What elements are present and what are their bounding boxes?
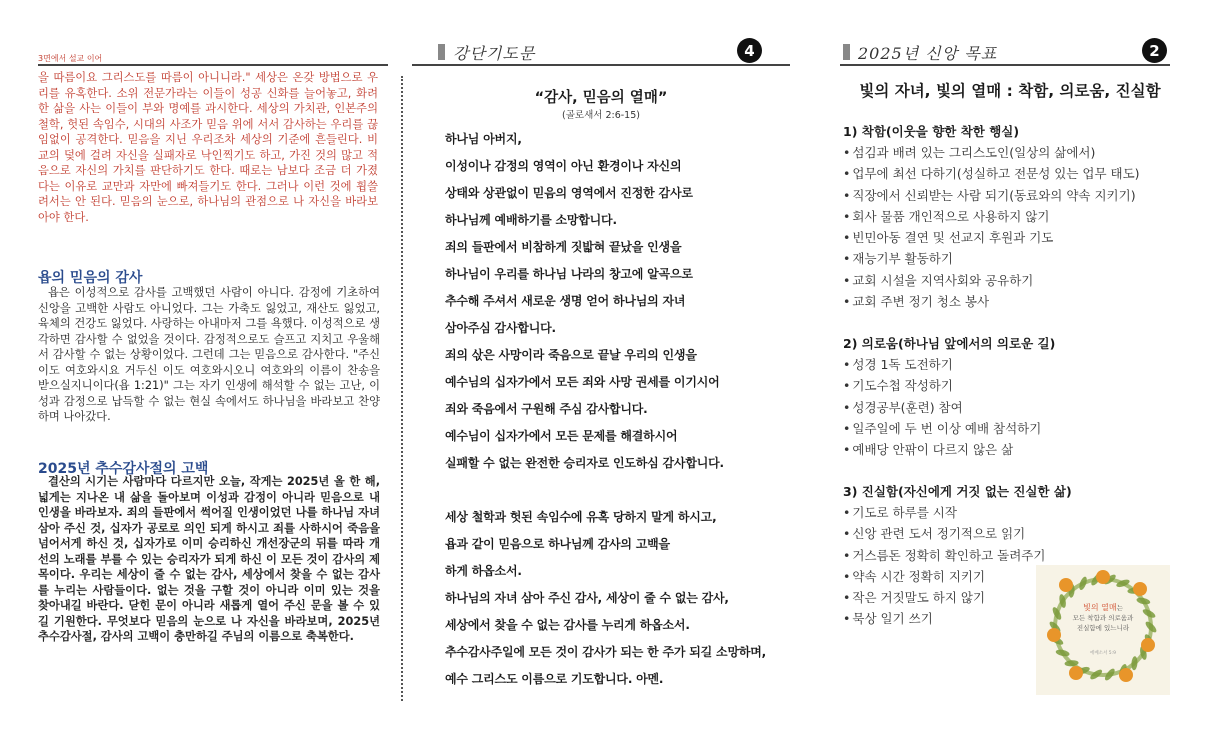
prayer-line: 하나님께 예배하기를 소망합니다. — [445, 213, 617, 227]
goal-item: • 회사 물품 개인적으로 사용하지 않기 — [843, 206, 1183, 227]
prayer-reference: (골로새서 2:6-15) — [562, 110, 640, 121]
goals-main-title: 빛의 자녀, 빛의 열매 : 착함, 의로움, 진실함 — [859, 82, 1161, 100]
goal-heading: 1) 착함(이웃을 향한 착한 행실) — [843, 124, 1020, 139]
prayer-title: “감사, 믿음의 열매” — [534, 90, 668, 106]
goal-list — [843, 142, 1183, 312]
orange-fruit-icon — [1096, 570, 1110, 584]
prayer-line: 예수님이 십자가에서 모든 문제를 해결하시어 — [445, 429, 678, 443]
wreath-verse — [1036, 603, 1170, 633]
page-number-badge: 4 — [737, 38, 762, 63]
goal-section-righteousness — [843, 334, 1183, 460]
wreath-highlight: 빛의 열매 — [1083, 603, 1117, 612]
prayer-line: 실패할 수 없는 완전한 승리자로 인도하심 감사합니다. — [445, 456, 724, 470]
goal-item: • 예배당 안팎이 다르지 않은 삶 — [843, 439, 1183, 460]
prayer-line: 예수 그리스도 이름으로 기도합니다. 아멘. — [445, 672, 664, 686]
goal-item: • 교회 주변 정기 청소 봉사 — [843, 291, 1183, 312]
job-section-paragraph: 욥은 이성적으로 감사를 고백했던 사람이 아니다. 감정에 기초하여 신앙을 고백한 사람도 아니었다. 그는 가축도 잃었고, 재산도 잃었고, 육체의 건강도 잃었다. 사랑하는 아내마저 그를 욕했다. 이성적으로 생각하면 감사할 수 없었을 것이다. 감정적으로도 슬프고 지치고 우울해서 감사할 수 없는 상황이었다. 그런데 그는 믿음으로 감사한다. "주신 이도 여호와시요 거두신 이도 여호와시오니 여호와의 이름이 찬송을 받으실지니이다(욥 1:21)" 그는 자기 인생에 해석할 수 없는 고난, 이성과 감정으로 납득할 수 없는 현실 속에서도 하나님을 바라보고 찬양하며 나아갔다. — [38, 286, 380, 423]
orange-fruit-icon — [1119, 668, 1133, 682]
prayer-line: 죄의 삯은 사망이라 죽음으로 끝날 우리의 인생을 — [445, 348, 697, 362]
orange-fruit-icon — [1133, 582, 1147, 596]
prayer-line: 하나님이 우리를 하나님 나라의 창고에 알곡으로 — [445, 267, 693, 281]
prayer-line: 추수해 주셔서 새로운 생명 얻어 하나님의 자녀 — [445, 294, 686, 308]
wreath-line3: 진실함에 있느니라 — [1076, 624, 1130, 632]
goal-item: • 신앙 관련 도서 정기적으로 읽기 — [843, 523, 1183, 544]
goal-item: • 작은 거짓말도 하지 않기 — [843, 587, 1183, 608]
header-bar-icon — [843, 44, 850, 60]
goals-section-header — [843, 39, 997, 65]
prayer-line: 하게 하옵소서. — [445, 564, 522, 578]
prayer-section-title: 강단기도문 — [453, 43, 536, 63]
thanksgiving-section-paragraph: 결산의 시기는 사람마다 다르지만 오늘, 작게는 2025년 올 한 해, 넓게는 지나온 내 삶을 돌아보며 이성과 감정이 아니라 믿음으로 내 인생을 바라보자. 죄의 들판에서 썩어질 인생이었던 나를 하나님 자녀 삼아 주신 것, 십자가 공로로 의인 되게 하시고 죄를 사하시어 죽음을 넘어서게 하신 것, 십자가로 이미 승리하신 개선장군의 뒤를 따라 개선의 노래를 부를 수 있는 승리자가 되게 하신 이 모든 것이 감사의 제목이다. 우리는 세상이 줄 수 없는 감사, 세상에서 찾을 수 없는 감사를 누리는 사람들이다. 없는 것을 구할 것이 아니라 이미 있는 것을 찾아내길 바란다. 닫힌 문이 아니라 새롭게 열어 주신 문을 볼 수 있길 기원한다. 무엇보다 믿음의 눈으로 나 자신을 바라보며, 2025년 추수감사절, 감사의 고백이 충만하길 주님의 이름으로 축복한다. — [38, 475, 380, 643]
goal-item: • 묵상 일기 쓰기 — [843, 608, 1183, 629]
goal-item: • 교회 시설을 지역사회와 공유하기 — [843, 270, 1183, 291]
goal-item: • 일주일에 두 번 이상 예배 참석하기 — [843, 418, 1183, 439]
goal-list — [843, 354, 1183, 460]
header-bar-icon — [438, 44, 445, 60]
goal-item: • 기도로 하루를 시작 — [843, 502, 1183, 523]
goal-item: • 거스름돈 정확히 확인하고 돌려주기 — [843, 545, 1183, 566]
prayer-line: 죄의 들판에서 비참하게 짓밟혀 끝났을 인생을 — [445, 240, 682, 254]
goal-item: • 빈민아동 결연 및 선교지 후원과 기도 — [843, 227, 1183, 248]
continued-note: 3면에서 설교 이어 — [38, 54, 103, 63]
goal-item: • 직장에서 신뢰받는 사람 되기(동료와의 약속 지키기) — [843, 185, 1183, 206]
wreath-reference: 에베소서 5:9 — [1089, 651, 1117, 656]
goal-item: • 성경공부(훈련) 참여 — [843, 397, 1183, 418]
goal-heading: 2) 의로움(하나님 앞에서의 의로운 길) — [843, 336, 1056, 351]
goal-item: • 섬김과 배려 있는 그리스도인(일상의 삶에서) — [843, 142, 1183, 163]
prayer-line: 세상 철학과 헛된 속임수에 유혹 당하지 말게 하시고, — [445, 510, 717, 524]
prayer-line: 상태와 상관없이 믿음의 영역에서 진정한 감사로 — [445, 186, 693, 200]
goal-item: • 성경 1독 도전하기 — [843, 354, 1183, 375]
orange-fruit-icon — [1069, 666, 1083, 680]
goal-section-goodness — [843, 122, 1183, 312]
page-number-badge: 2 — [1142, 38, 1167, 63]
goal-item: • 약속 시간 정확히 지키기 — [843, 566, 1183, 587]
goal-item: • 업무에 최선 다하기(성실하고 전문성 있는 업무 태도) — [843, 163, 1183, 184]
orange-fruit-icon — [1059, 578, 1073, 592]
prayer-line: 욥과 같이 믿음으로 하나님께 감사의 고백을 — [445, 537, 670, 551]
goals-section-title: 2025년 신앙 목표 — [858, 43, 998, 63]
prayer-line: 예수님의 십자가에서 모든 죄와 사망 권세를 이기시어 — [445, 375, 720, 389]
prayer-line: 하나님의 자녀 삼아 주신 감사, 세상이 줄 수 없는 감사, — [445, 591, 729, 605]
prayer-line — [445, 477, 790, 504]
left-top-rule — [38, 64, 388, 66]
column-divider — [401, 76, 403, 701]
prayer-line: 하나님 아버지, — [445, 132, 522, 146]
thanksgiving-section-heading: 2025년 추수감사절의 고백 — [38, 461, 209, 477]
goal-item: • 재능기부 활동하기 — [843, 248, 1183, 269]
sermon-intro-paragraph: 을 따름이요 그리스도를 따름이 아니니라." 세상은 온갖 방법으로 우리를 유혹한다. 소위 전문가라는 이들이 성공 신화를 늘어놓고, 화려한 삶을 사는 이들이 부와 명예를 과시한다. 세상의 가치관, 인본주의 철학, 헛된 속임수, 시대의 사조가 믿음 위에 서서 감사하는 우리를 끊임없이 공격한다. 믿음을 지닌 우리조차 세상의 기준에 흔들린다. 비교의 덫에 걸려 자신을 실패자로 낙인찍기도 하고, 가진 것의 많고 적음으로 자신의 가치를 판단하기도 한다. 때로는 남보다 조금 더 가졌다는 이유로 교만과 자만에 빠져들기도 한다. 그러나 이런 것에 휩쓸려서는 안 된다. 믿음의 눈으로, 하나님의 관점으로 나 자신을 바라보아야 한다. — [38, 71, 378, 224]
prayer-section-header — [438, 39, 535, 65]
goal-heading: 3) 진실함(자신에게 거짓 없는 진실한 삶) — [843, 484, 1072, 499]
prayer-line: 이성이나 감정의 영역이 아닌 환경이나 자신의 — [445, 159, 682, 173]
job-section-heading: 욥의 믿음의 감사 — [38, 270, 143, 286]
fruit-wreath-illustration — [1036, 565, 1170, 695]
prayer-line: 삼아주심 감사합니다. — [445, 321, 556, 335]
wreath-line1-suffix: 는 — [1116, 604, 1123, 612]
goal-item: • 기도수첩 작성하기 — [843, 375, 1183, 396]
prayer-line: 세상에서 찾을 수 없는 감사를 누리게 하옵소서. — [445, 618, 690, 632]
prayer-line: 죄와 죽음에서 구원해 주심 감사합니다. — [445, 402, 648, 416]
prayer-line: 추수감사주일에 모든 것이 감사가 되는 한 주가 되길 소망하며, — [445, 645, 766, 659]
wreath-line2: 모든 착함과 의로움과 — [1072, 614, 1134, 622]
prayer-text — [445, 126, 790, 693]
